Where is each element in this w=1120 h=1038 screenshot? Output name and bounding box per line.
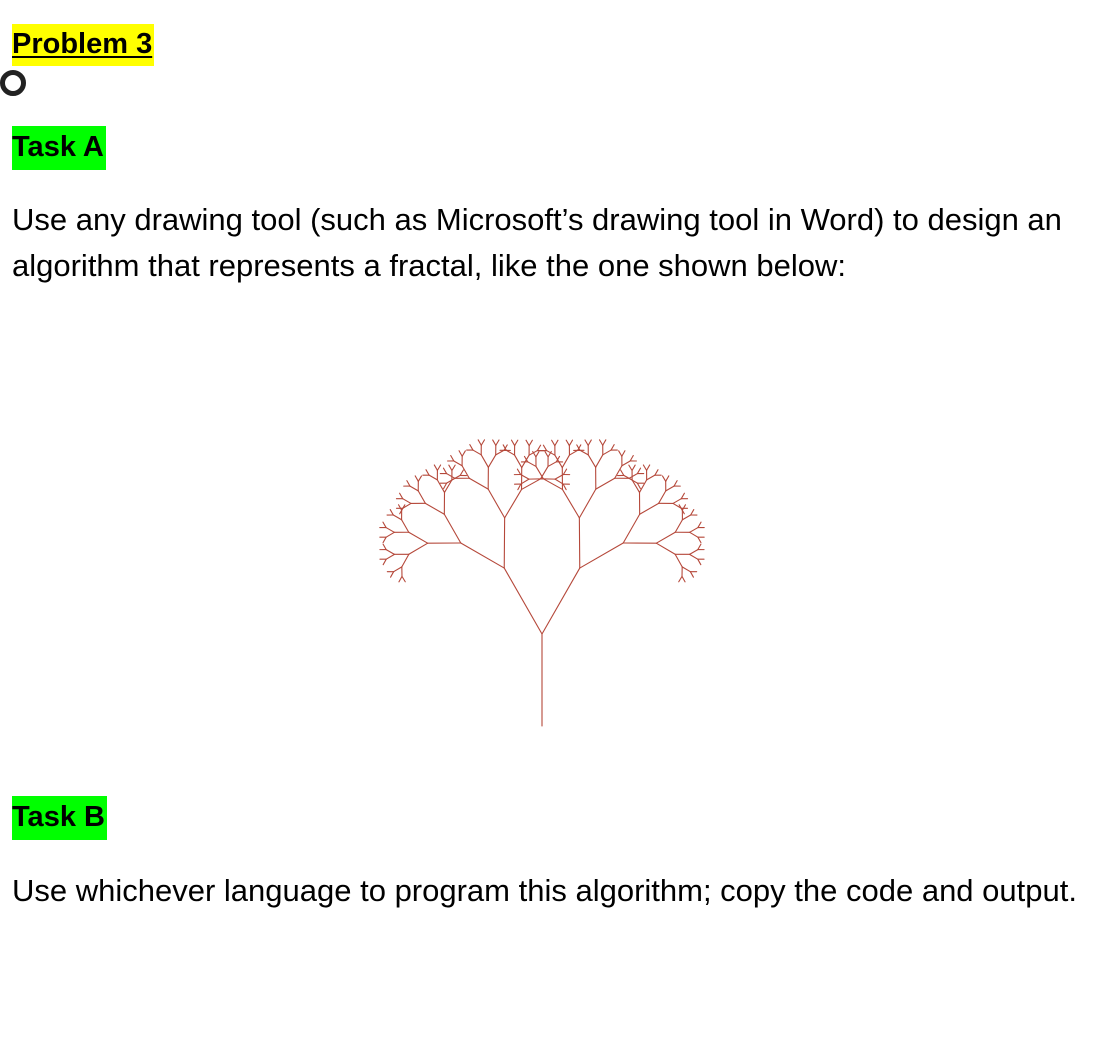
fractal-branch xyxy=(512,440,515,445)
fractal-branch xyxy=(462,466,469,479)
fractal-branch xyxy=(386,528,394,533)
fractal-branch xyxy=(673,499,681,504)
task-b-label: Task B xyxy=(12,796,107,840)
fractal-branch xyxy=(386,554,394,559)
fractal-branch xyxy=(515,440,518,445)
fractal-branch xyxy=(691,510,694,515)
fractal-branch xyxy=(629,474,637,479)
fractal-branch xyxy=(588,455,595,467)
fractal-branch xyxy=(529,440,532,445)
fractal-branch xyxy=(399,576,402,581)
fractal-branch xyxy=(682,515,690,520)
task-a-label: Task A xyxy=(12,126,106,170)
fractal-branch xyxy=(562,489,579,517)
fractal-branch xyxy=(469,478,488,489)
fractal-branch xyxy=(437,465,440,470)
fractal-branch xyxy=(522,479,541,490)
fractal-branch xyxy=(603,440,606,445)
fractal-branch xyxy=(563,484,566,490)
fractal-branch xyxy=(643,465,646,470)
fractal-branch xyxy=(444,514,460,543)
fractal-branch xyxy=(434,465,437,470)
fractal-branch xyxy=(504,568,542,634)
fractal-branch xyxy=(619,451,622,456)
fractal-branch xyxy=(632,465,635,470)
fractal-branch xyxy=(640,503,659,514)
fractal-branch xyxy=(481,440,484,445)
fractal-branch xyxy=(418,476,421,481)
fractal-branch xyxy=(563,469,566,474)
fractal-branch xyxy=(390,510,393,515)
fractal-branch xyxy=(690,532,698,537)
fractal-branch xyxy=(409,532,428,543)
fractal-branch xyxy=(637,468,640,473)
fractal-branch xyxy=(545,451,548,456)
fractal-branch xyxy=(447,474,455,479)
fractal-branch xyxy=(659,491,666,504)
fractal-branch xyxy=(460,470,463,475)
fractal-branch xyxy=(459,451,462,456)
fractal-branch xyxy=(666,486,674,491)
fractal-branch xyxy=(462,451,465,456)
fractal-branch xyxy=(674,481,677,486)
fractal-branch xyxy=(580,450,588,455)
fractal-branch xyxy=(611,445,614,450)
fractal-branch xyxy=(682,505,685,510)
fractal-branch xyxy=(409,543,428,554)
fractal-branch xyxy=(690,554,698,559)
fractal-branch xyxy=(542,568,580,634)
fractal-branch xyxy=(555,440,558,445)
fractal-branch xyxy=(517,469,520,474)
fractal-branch xyxy=(682,576,685,581)
fractal-branch xyxy=(515,455,522,468)
fractal-branch xyxy=(656,543,675,554)
fractal-branch xyxy=(622,451,625,456)
fractal-branch xyxy=(488,455,495,467)
fractal-branch xyxy=(548,462,556,467)
fractal-branch xyxy=(402,576,405,581)
fractal-branch xyxy=(543,479,562,490)
fractal-branch xyxy=(461,543,504,568)
fractal-branch xyxy=(470,445,473,450)
fractal-branch xyxy=(690,550,698,555)
fractal-branch xyxy=(596,478,615,489)
problem-title: Problem 3 xyxy=(12,24,154,66)
fractal-branch xyxy=(418,491,425,504)
fractal-branch xyxy=(682,567,690,572)
fractal-branch xyxy=(505,489,522,517)
fractal-branch xyxy=(425,503,444,514)
fractal-branch xyxy=(496,450,504,455)
fractal-branch xyxy=(506,450,514,455)
fractal-branch xyxy=(526,440,529,445)
fractal-branch xyxy=(449,465,452,470)
fractal-branch xyxy=(675,520,682,533)
fractal-branch xyxy=(410,486,418,491)
fractal-branch xyxy=(386,550,394,555)
fractal-branch xyxy=(666,476,669,481)
fractal-branch xyxy=(698,537,701,542)
fractal-branch xyxy=(588,440,591,445)
fractal-branch xyxy=(585,440,588,445)
fractal-branch xyxy=(566,440,569,445)
fractal-branch xyxy=(596,455,603,468)
fractal-branch xyxy=(488,489,504,518)
fractal-branch xyxy=(698,522,701,527)
fractal-branch xyxy=(493,440,496,445)
fractal-branch xyxy=(481,455,488,468)
fractal-branch xyxy=(662,476,665,481)
fractal-branch xyxy=(629,465,632,470)
fractal-branch xyxy=(518,484,521,490)
fractal-branch xyxy=(407,481,410,486)
fractal-branch xyxy=(386,532,394,537)
fractal-branch xyxy=(537,445,540,450)
fractal-branch xyxy=(698,544,701,549)
fractal-branch xyxy=(400,493,403,498)
fractal-branch xyxy=(621,470,624,475)
fractal-branch xyxy=(579,489,595,518)
fractal-branch xyxy=(698,559,701,564)
fractal-branch xyxy=(547,451,555,456)
fractal-branch xyxy=(496,440,499,445)
fractal-branch xyxy=(637,483,640,488)
fractal-branch xyxy=(393,515,401,520)
fractal-branch xyxy=(473,450,481,455)
fractal-branch xyxy=(690,572,693,577)
fractal-branch xyxy=(656,532,675,543)
fractal-branch xyxy=(383,544,386,549)
fractal-branch xyxy=(451,456,454,461)
fractal-branch xyxy=(690,528,698,533)
fractal-branch xyxy=(383,522,386,527)
fractal-branch xyxy=(603,450,611,455)
fractal-branch xyxy=(426,470,429,475)
fractal-branch xyxy=(383,559,386,564)
fractal-branch xyxy=(444,483,447,488)
circle-marker-icon xyxy=(0,70,26,96)
fractal-branch xyxy=(399,505,402,510)
fractal-branch xyxy=(580,543,623,568)
fractal-branch xyxy=(402,554,409,567)
fractal-branch xyxy=(383,537,386,542)
fractal-branch xyxy=(647,465,650,470)
fractal-branch xyxy=(415,476,418,481)
fractal-branch xyxy=(536,466,543,478)
fractal-branch xyxy=(536,451,539,456)
fractal-branch xyxy=(528,462,536,467)
fractal-branch xyxy=(569,450,577,455)
fractal-branch xyxy=(569,440,572,445)
fractal-branch xyxy=(675,554,682,567)
fractal-branch xyxy=(402,520,409,533)
fractal-branch xyxy=(630,456,633,461)
fractal-branch xyxy=(562,455,569,468)
fractal-branch xyxy=(647,475,655,480)
fractal-branch xyxy=(623,514,639,543)
fractal-branch xyxy=(391,572,394,577)
fractal-branch xyxy=(681,493,684,498)
fractal-branch xyxy=(615,466,622,479)
fractal-branch xyxy=(429,475,437,480)
task-a-instructions: Use any drawing tool (such as Microsoft’s drawing tool in Word) to design an algorithm that represents a fractal, like the one shown below: xyxy=(12,202,1062,283)
fractal-branch xyxy=(600,440,603,445)
fractal-branch xyxy=(552,440,555,445)
fractal-branch xyxy=(452,465,455,470)
fractal-branch xyxy=(443,468,446,473)
task-b-instructions: Use whichever language to program this algorithm; copy the code and output. xyxy=(12,873,1077,908)
fractal-branch xyxy=(403,499,411,504)
fractal-branch xyxy=(655,470,658,475)
fractal-branch xyxy=(478,440,481,445)
fractal-branch xyxy=(640,480,647,493)
fractal-branch xyxy=(543,445,546,450)
fractal-branch xyxy=(679,576,682,581)
fractal-branch xyxy=(437,480,444,493)
fractal-branch xyxy=(394,567,402,572)
fractal-tree-figure xyxy=(290,340,800,735)
